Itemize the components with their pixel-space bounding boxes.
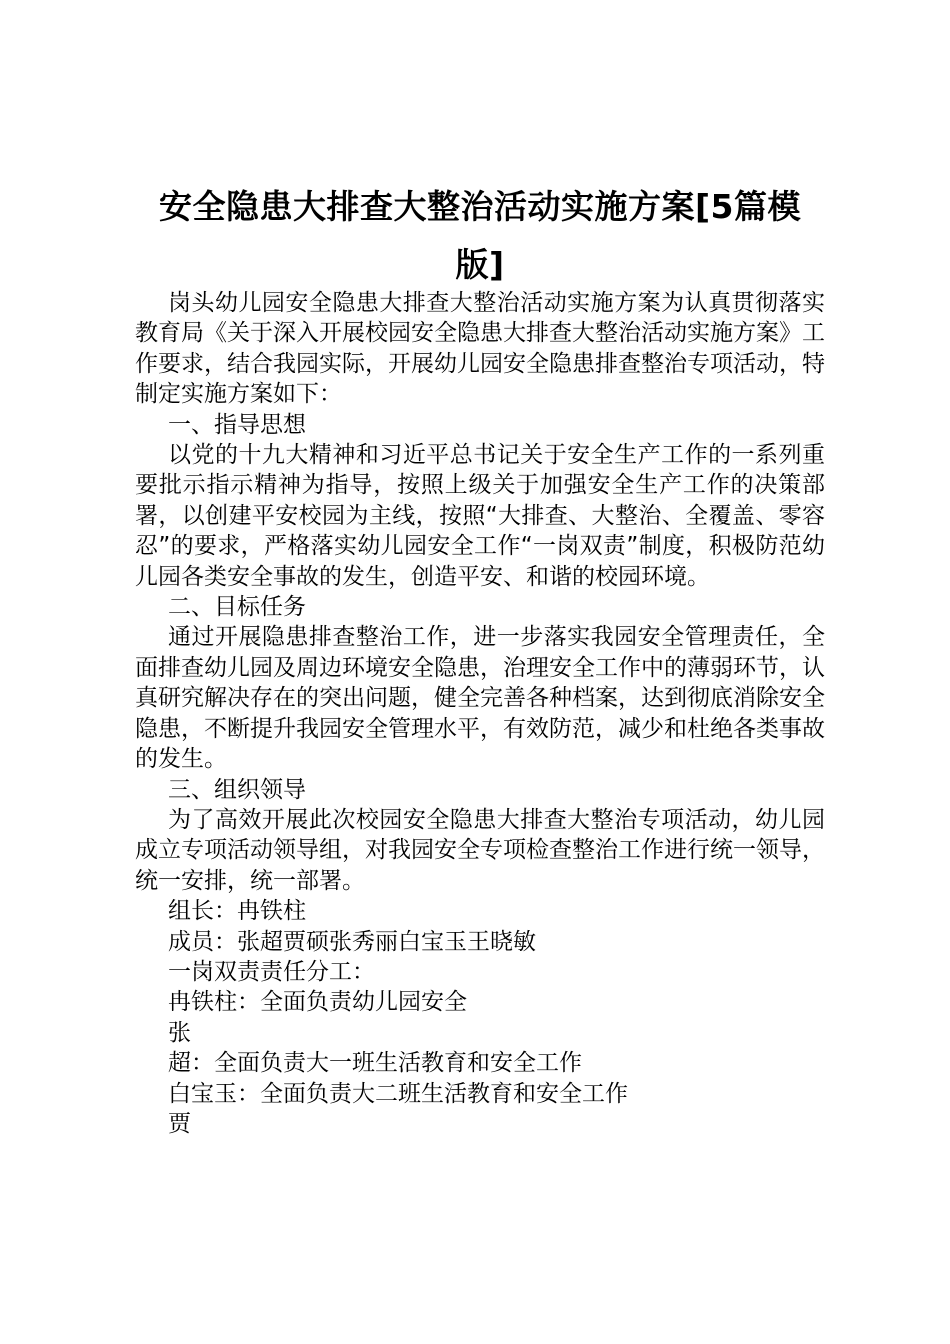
section-heading-goals: 二、目标任务: [168, 594, 306, 621]
document-title: 安全隐患大排查大整治活动实施方案[5篇模版]: [158, 187, 802, 284]
goals-paragraph: 通过开展隐患排查整治工作，进一步落实我园安全管理责任，全面排查幼儿园及周边环境安全隐患，治理安全工作中的薄弱环节，认真研究解决存在的突出问题，健全完善各种档案，达到彻底消除安全隐患，不断提升我园安全管理水平，有效防范，减少和杜绝各类事故的发生。: [135, 624, 825, 773]
guiding-ideology-paragraph: 以党的十九大精神和习近平总书记关于安全生产工作的一系列重要批示指示精神为指导，按照上级关于加强安全生产工作的决策部署，以创建平安校园为主线，按照“大排查、大整治、全覆盖、零容忍”的要求，严格落实幼儿园安全工作“一岗双责”制度，积极防范幼儿园各类安全事故的发生，创造平安、和谐的校园环境。: [135, 442, 825, 590]
responsibility-line: 贾: [168, 1110, 191, 1137]
intro-paragraph: 岗头幼儿园安全隐患大排查大整治活动实施方案为认真贯彻落实教育局《关于深入开展校园安全隐患大排查大整治活动实施方案》工作要求，结合我园实际，开展幼儿园安全隐患排查整治专项活动，特制定实施方案如下：: [135, 290, 825, 408]
responsibility-division-heading: 一岗双责责任分工：: [168, 958, 375, 985]
group-members-line: 成员：张超贾硕张秀丽白宝玉王晓敏: [168, 928, 536, 955]
responsibility-line: 冉铁柱：全面负责幼儿园安全: [168, 989, 467, 1016]
section-heading-guiding-ideology: 一、指导思想: [168, 411, 306, 438]
section-heading-organization: 三、组织领导: [168, 776, 306, 803]
responsibility-line: 白宝玉：全面负责大二班生活教育和安全工作: [168, 1080, 628, 1107]
responsibility-line: 超：全面负责大一班生活教育和安全工作: [168, 1050, 582, 1077]
organization-paragraph: 为了高效开展此次校园安全隐患大排查大整治专项活动，幼儿园成立专项活动领导组，对我园安全专项检查整治工作进行统一领导，统一安排，统一部署。: [135, 806, 825, 894]
group-leader-line: 组长：冉铁柱: [168, 898, 306, 925]
responsibility-line: 张: [168, 1019, 191, 1046]
document-body: [135, 288, 825, 1139]
